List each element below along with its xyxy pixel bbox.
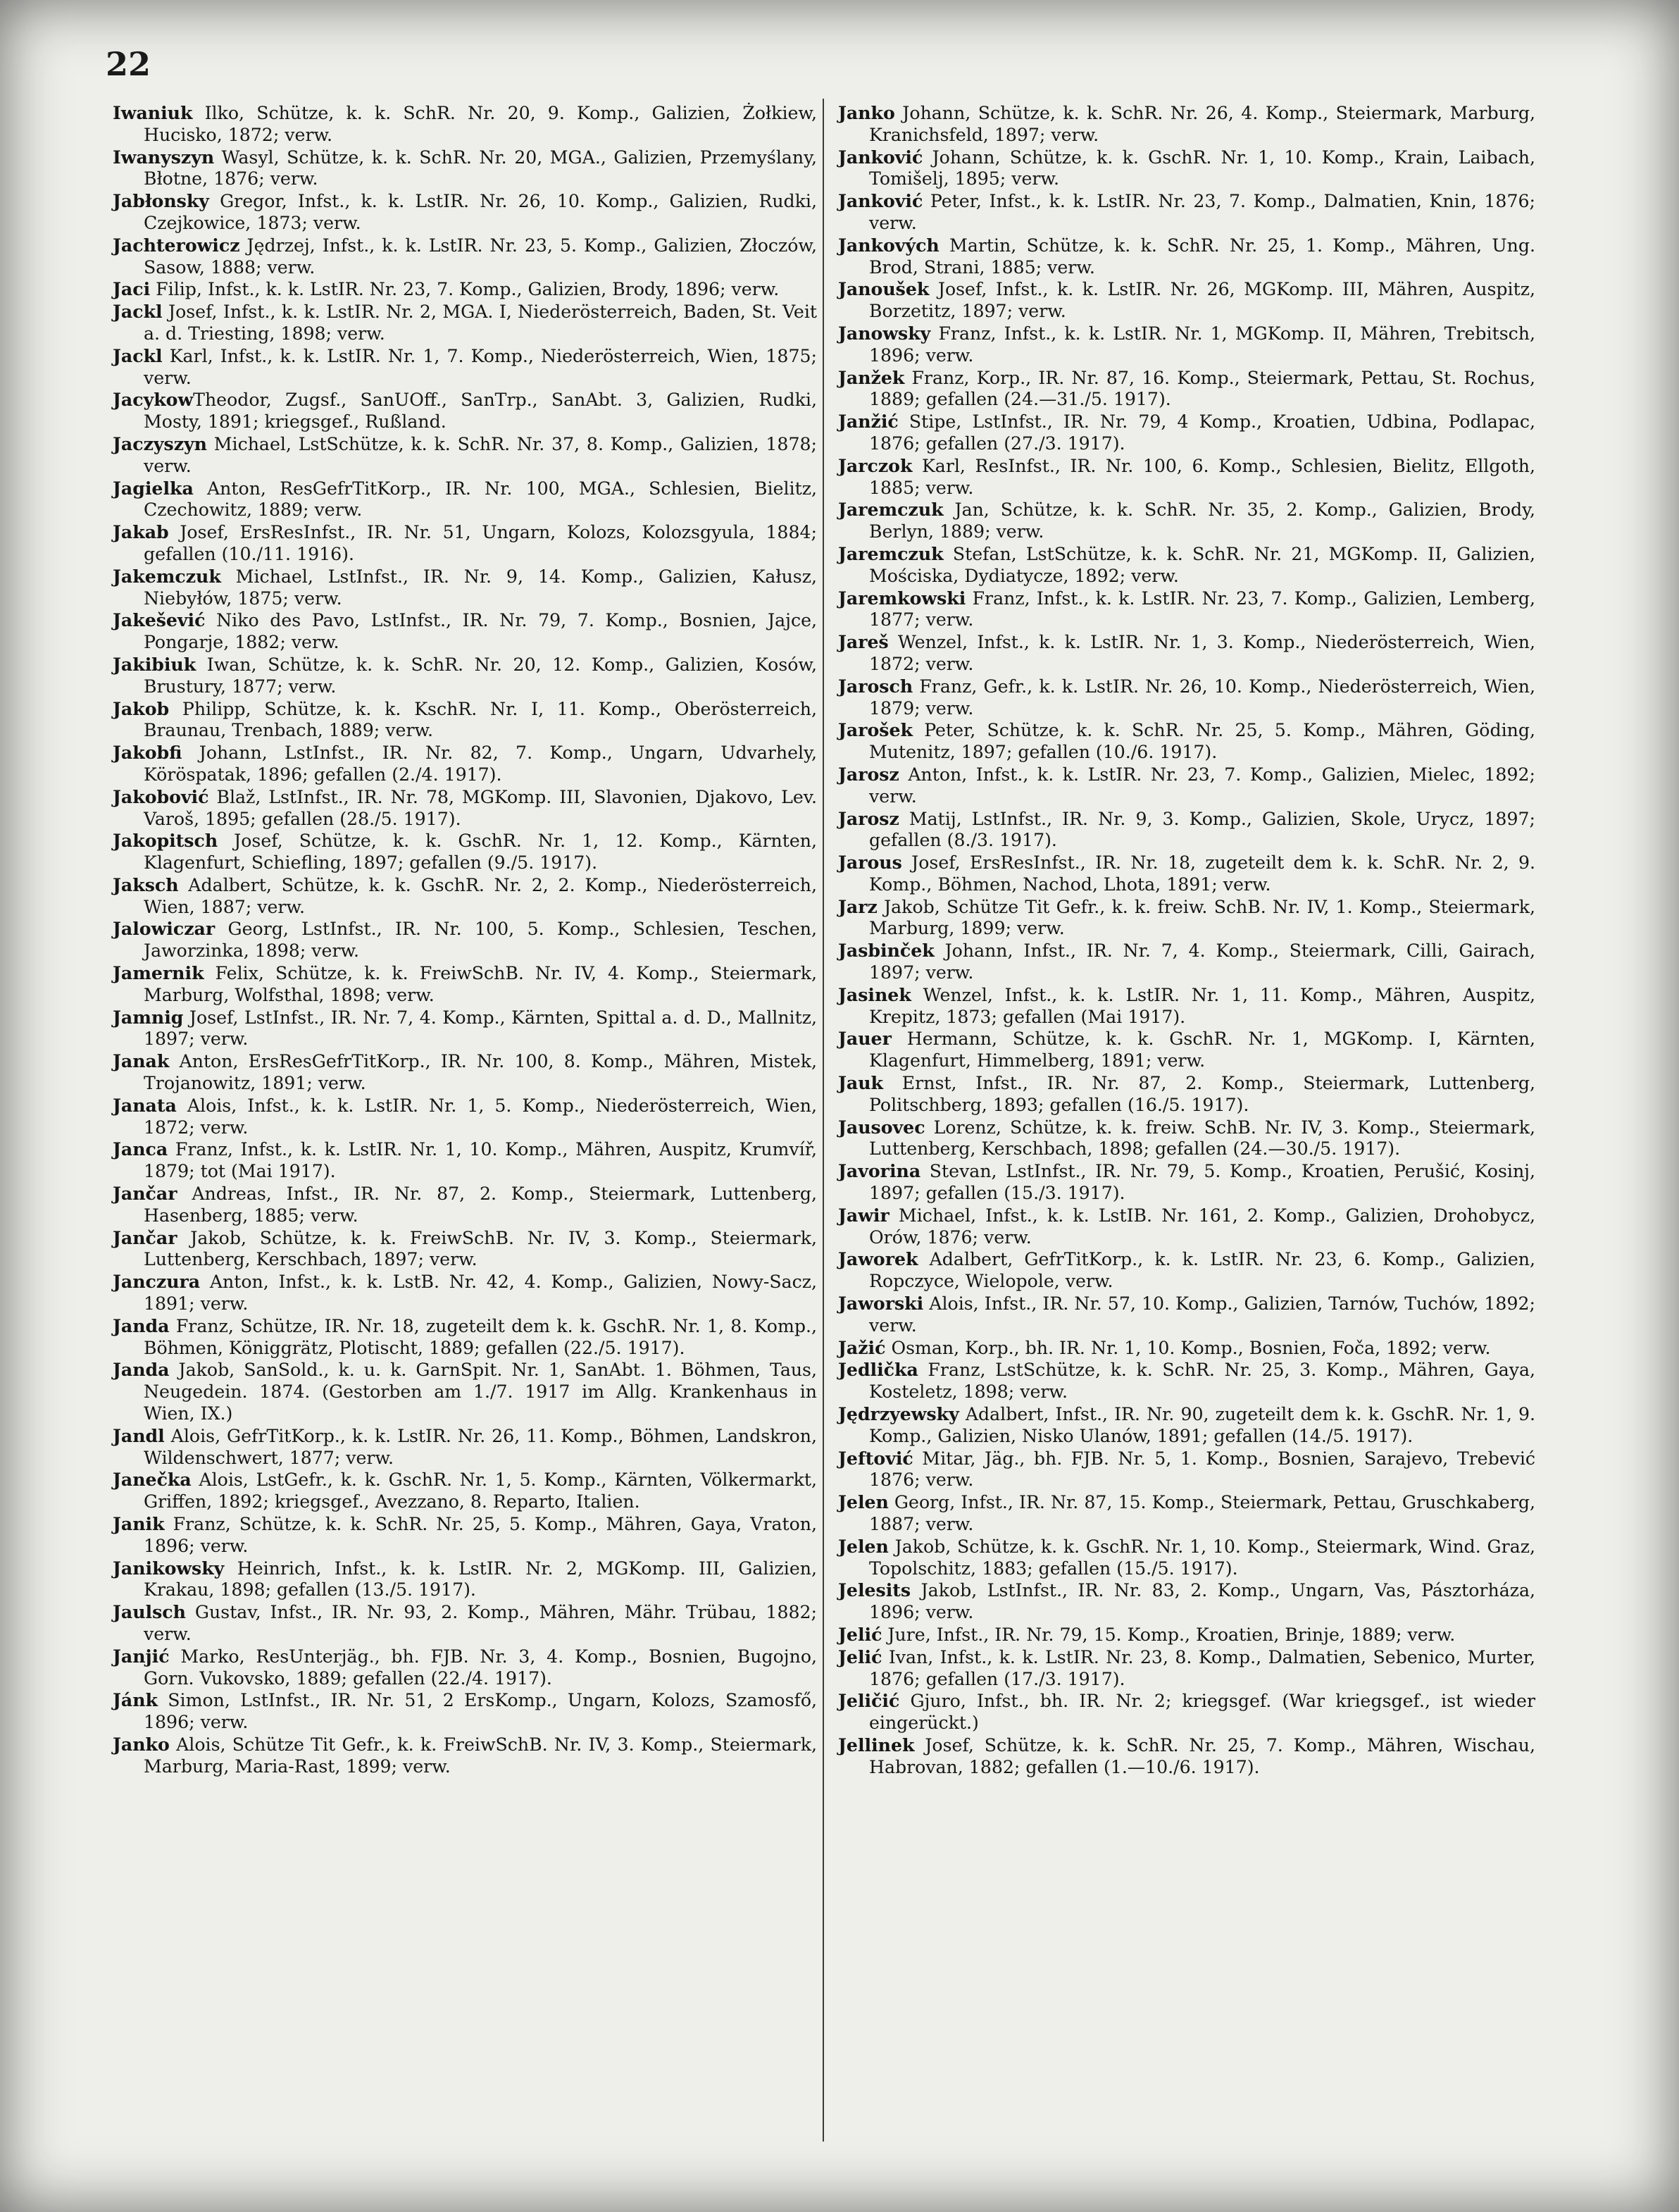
entry-details: Filip, Infst., k. k. LstIR. Nr. 23, 7. Komp., Galizien, Brody, 1896; verw. [150,279,780,300]
entry-details: Jakob, Schütze, k. k. FreiwSchB. Nr. IV, 3. Komp., Steiermark, Luttenberg, Kerschbach, 1897; verw. [144,1227,817,1270]
list-item [838,278,1535,323]
entry-surname: Jakopitsch [113,830,218,852]
entry-details: Mitar, Jäg., bh. FJB. Nr. 5, 1. Komp., Bosnien, Sarajevo, Trebević 1876; verw. [869,1448,1535,1491]
entry-surname: Jelen [838,1535,889,1557]
list-item [838,190,1535,235]
list-item [838,1359,1535,1403]
entry-details: Josef, Infst., k. k. LstIR. Nr. 26, MGKomp. III, Mähren, Auspitz, Borzetitz, 1897; verw. [869,279,1535,322]
entry-details: Peter, Infst., k. k. LstIR. Nr. 23, 7. Komp., Dalmatien, Knin, 1876; verw. [869,191,1535,233]
entry-details: Johann, Schütze, k. k. GschR. Nr. 1, 10. Komp., Krain, Laibach, Tomišelj, 1895; verw. [869,147,1535,189]
entry-details: Anton, ErsResGefrTitKorp., IR. Nr. 100, 8. Komp., Mähren, Mistek, Trojanowitz, 1891; verw. [144,1051,817,1094]
entry-details: Alois, Schütze Tit Gefr., k. k. FreiwSchB. Nr. IV, 3. Komp., Steiermark, Marburg, Maria-Rast, 1899; verw. [144,1734,817,1777]
list-item [113,433,817,478]
entry-surname: Janda [113,1315,170,1336]
entry-details: Jakob, Schütze, k. k. GschR. Nr. 1, 10. Komp., Steiermark, Wind. Graz, Topolschitz, 1883; gefallen (15./5. 1917). [869,1536,1535,1579]
entry-surname: Jankových [838,234,940,256]
entry-details: Stipe, LstInfst., IR. Nr. 79, 4 Komp., Kroatien, Udbina, Podlapac, 1876; gefallen (27./3. 1917). [869,411,1535,454]
entry-surname: Janžek [838,366,905,388]
entry-surname: Janik [113,1513,165,1534]
list-item [838,543,1535,588]
list-item [113,1646,817,1690]
entry-surname: Jaksch [113,874,179,895]
entry-surname: Jarosz [838,807,899,829]
entry-details: Ivan, Infst., k. k. LstIR. Nr. 23, 8. Komp., Dalmatien, Sebenico, Murter, 1876; gefallen (17./3. 1917). [869,1646,1535,1689]
entry-surname: Jausovec [838,1116,925,1138]
entry-details: Stefan, LstSchütze, k. k. SchR. Nr. 21, MGKomp. II, Galizien, Mościska, Dydiatycze, 1892; verw. [869,543,1535,586]
list-item [838,808,1535,852]
entry-details: Franz, Korp., IR. Nr. 87, 16. Komp., Steiermark, Pettau, St. Rochus, 1889; gefallen (24.—31./5. 1917). [869,367,1535,410]
list-item [838,1579,1535,1624]
entry-details: Franz, Schütze, k. k. SchR. Nr. 25, 5. Komp., Mähren, Gaya, Vraton, 1896; verw. [144,1514,817,1556]
entry-details: Ilko, Schütze, k. k. SchR. Nr. 20, 9. Komp., Galizien, Żołkiew, Hucisko, 1872; verw. [144,103,817,145]
entry-surname: Jędrzyewsky [838,1403,959,1425]
list-item [838,940,1535,984]
entry-surname: Jarošek [838,719,913,741]
list-item [113,1007,817,1051]
entry-details: Philipp, Schütze, k. k. KschR. Nr. I, 11. Komp., Oberösterreich, Braunau, Trenbach, 1889; verw. [144,698,817,741]
list-item [838,1624,1535,1646]
entry-surname: Jabłonsky [113,190,209,212]
list-item [113,1425,817,1470]
list-item [838,1072,1535,1117]
entry-details: Gregor, Infst., k. k. LstIR. Nr. 26, 10. Komp., Galizien, Rudki, Czejkowice, 1873; verw. [144,191,817,233]
entry-details: Jan, Schütze, k. k. SchR. Nr. 35, 2. Komp., Galizien, Brody, Berlyn, 1889; verw. [869,499,1535,542]
list-item [113,521,817,566]
list-item [838,984,1535,1029]
entry-surname: Janowsky [838,322,931,344]
entry-details: Josef, ErsResInfst., IR. Nr. 18, zugeteilt dem k. k. SchR. Nr. 2, 9. Komp., Böhmen, Nachod, Lhota, 1891; verw. [869,852,1535,895]
entry-details: Martin, Schütze, k. k. SchR. Nr. 25, 1. Komp., Mähren, Ung. Brod, Strani, 1885; verw. [869,235,1535,278]
entry-surname: Jánk [113,1689,158,1711]
list-item [838,1205,1535,1249]
entry-details: Josef, Schütze, k. k. SchR. Nr. 25, 7. Komp., Mähren, Wischau, Habrovan, 1882; gefallen (1.—10./6. 1917). [869,1734,1535,1777]
entry-surname: Janković [838,190,923,212]
entry-surname: Jamnig [113,1006,184,1028]
entry-details: Blaž, LstInfst., IR. Nr. 78, MGKomp. III, Slavonien, Djakovo, Lev. Varoš, 1895; gefallen (28./5. 1917). [144,786,817,829]
list-item [838,676,1535,720]
entry-details: Simon, LstInfst., IR. Nr. 51, 2 ErsKomp., Ungarn, Kolozs, Szamosfő, 1896; verw. [144,1690,817,1733]
entry-details: Franz, Infst., k. k. LstIR. Nr. 1, 10. Komp., Mähren, Auspitz, Krumvíř, 1879; tot (Mai 1917). [144,1139,817,1182]
entry-surname: Janžić [838,411,899,433]
list-item [113,742,817,786]
list-item [113,345,817,390]
entry-surname: Jawir [838,1204,890,1226]
list-item [113,830,817,874]
list-item [113,478,817,522]
entry-details: Peter, Schütze, k. k. SchR. Nr. 25, 5. Komp., Mähren, Göding, Mutenitz, 1897; gefallen (10./6. 1917). [869,720,1535,763]
list-item [838,147,1535,191]
entry-details: Alois, Infst., k. k. LstIR. Nr. 1, 5. Komp., Niederösterreich, Wien, 1872; verw. [144,1095,817,1138]
entry-surname: Jellinek [838,1734,915,1756]
entry-surname: Jakob [113,697,170,719]
entry-surname: Jakešević [113,609,206,631]
entry-details: Wasyl, Schütze, k. k. SchR. Nr. 20, MGA., Galizien, Przemyślany, Błotne, 1876; verw. [144,147,817,189]
list-item [838,1028,1535,1072]
list-item [113,1183,817,1227]
entry-details: Marko, ResUnterjäg., bh. FJB. Nr. 3, 4. Komp., Bosnien, Bugojno, Gorn. Vukovsko, 1889; gefallen (22./4. 1917). [144,1646,817,1689]
entry-surname: Jakobfi [113,742,182,764]
entry-surname: Janjić [113,1645,170,1667]
entry-details: Franz, Schütze, IR. Nr. 18, zugeteilt dem k. k. GschR. Nr. 1, 8. Komp., Böhmen, Königgrätz, Plotischt, 1889; gefallen (22./5. 1917). [144,1315,817,1358]
entry-details: Jakob, LstInfst., IR. Nr. 83, 2. Komp., Ungarn, Vas, Pásztorháza, 1896; verw. [869,1580,1535,1623]
entry-details: Georg, Infst., IR. Nr. 87, 15. Komp., Steiermark, Pettau, Gruschkaberg, 1887; verw. [869,1492,1535,1534]
entry-details: Anton, Infst., k. k. LstB. Nr. 42, 4. Komp., Galizien, Nowy-Sacz, 1891; verw. [144,1272,817,1315]
entry-details: Anton, ResGefrTitKorp., IR. Nr. 100, MGA., Schlesien, Bielitz, Czechowitz, 1889; verw. [144,478,817,521]
entry-details: Michael, LstInfst., IR. Nr. 9, 14. Komp., Galizien, Kałusz, Niebyłów, 1875; verw. [144,566,817,609]
list-item [113,918,817,962]
entry-surname: Iwanyszyn [113,146,215,168]
entry-details: Jędrzej, Infst., k. k. LstIR. Nr. 23, 5. Komp., Galizien, Złoczów, Sasow, 1888; verw. [144,235,817,278]
list-item [113,301,817,345]
list-item [113,102,817,147]
entry-surname: Jasbinček [838,940,935,962]
list-item [113,1558,817,1602]
list-item [113,698,817,742]
entry-surname: Janikowsky [113,1557,225,1579]
list-item [838,719,1535,764]
entry-details: Lorenz, Schütze, k. k. freiw. SchB. Nr. IV, 3. Komp., Steiermark, Luttenberg, Kerschbach, 1898; gefallen (24.—30./5. 1917). [869,1117,1535,1160]
entry-surname: Janata [113,1094,177,1116]
list-item [838,1117,1535,1161]
entry-surname: Javorina [838,1160,921,1182]
entry-details: Anton, Infst., k. k. LstIR. Nr. 23, 7. Komp., Galizien, Mielec, 1892; verw. [869,764,1535,807]
list-item [838,102,1535,147]
entry-surname: Jelić [838,1623,882,1645]
entry-surname: Jauk [838,1072,884,1094]
entry-surname: Jeličić [838,1690,900,1712]
entry-surname: Jakab [113,521,169,543]
list-item [838,367,1535,411]
entry-details: Wenzel, Infst., k. k. LstIR. Nr. 1, 11. Komp., Mähren, Auspitz, Krepitz, 1873; gefallen (Mai 1917). [869,984,1535,1027]
list-item [113,1050,817,1095]
entry-surname: Jelić [838,1646,882,1667]
list-item [113,1689,817,1734]
list-item [113,1734,817,1778]
entry-surname: Jarosz [838,763,899,785]
list-item [838,1293,1535,1337]
entry-details: Johann, Schütze, k. k. SchR. Nr. 26, 4. Komp., Steiermark, Marburg, Kranichsfeld, 1897; verw. [869,103,1535,145]
entry-surname: Jaworski [838,1293,924,1315]
entry-surname: Jarz [838,895,878,917]
list-item [838,411,1535,455]
entry-surname: Jarczok [838,454,913,476]
entry-surname: Jažić [838,1336,886,1358]
entry-details: Jakob, SanSold., k. u. k. GarnSpit. Nr. 1, SanAbt. 1. Böhmen, Taus, Neugedein. 1874. (Gestorben am 1./7. 1917 im Allg. Krankenhaus in Wien, IX.) [144,1360,817,1424]
entry-details: Johann, Infst., IR. Nr. 7, 4. Komp., Steiermark, Cilli, Gairach, 1897; verw. [869,940,1535,983]
entry-surname: Jauer [838,1028,892,1050]
list-item [838,235,1535,279]
entry-surname: Janak [113,1050,170,1072]
entry-surname: Jakobović [113,785,209,807]
entry-details: Franz, LstSchütze, k. k. SchR. Nr. 25, 3. Komp., Mähren, Gaya, Kosteletz, 1898; verw. [869,1360,1535,1403]
entry-details: Michael, LstSchütze, k. k. SchR. Nr. 37, 8. Komp., Galizien, 1878; verw. [144,433,817,476]
list-item [113,1601,817,1646]
entry-surname: Jaulsch [113,1601,186,1623]
entry-surname: Janko [838,102,895,123]
entry-surname: Janoušek [838,278,930,300]
list-item [113,1469,817,1513]
entry-details: Jure, Infst., IR. Nr. 79, 15. Komp., Kroatien, Brinje, 1889; verw. [882,1624,1456,1645]
entry-details: Hermann, Schütze, k. k. GschR. Nr. 1, MGKomp. I, Kärnten, Klagenfurt, Himmelberg, 1891; verw. [869,1029,1535,1071]
entry-details: Andreas, Infst., IR. Nr. 87, 2. Komp., Steiermark, Luttenberg, Hasenberg, 1885; verw. [144,1183,817,1226]
entry-details: Josef, Schütze, k. k. GschR. Nr. 1, 12. Komp., Kärnten, Klagenfurt, Schiefling, 1897; gefallen (9./5. 1917). [144,831,817,874]
entry-surname: Jarous [838,852,902,874]
entry-details: Michael, Infst., k. k. LstIB. Nr. 161, 2. Komp., Galizien, Drohobycz, Orów, 1876; verw. [869,1205,1535,1248]
entry-details: Alois, GefrTitKorp., k. k. LstIR. Nr. 26, 11. Komp., Böhmen, Landskron, Wildenschwert, 1877; verw. [144,1425,817,1468]
list-item [113,962,817,1007]
entry-details: Osman, Korp., bh. IR. Nr. 1, 10. Komp., Bosnien, Foča, 1892; verw. [885,1337,1491,1358]
entry-surname: Jaremkowski [838,587,966,609]
entry-details: Iwan, Schütze, k. k. SchR. Nr. 20, 12. Komp., Galizien, Kosów, Brustury, 1877; verw. [144,654,817,697]
list-item [113,1227,817,1272]
list-item [838,1448,1535,1492]
right-column [838,102,1535,1779]
entry-surname: Jagielka [113,477,194,499]
list-item [113,786,817,831]
entry-surname: Janca [113,1138,168,1160]
entry-surname: Jakemczuk [113,565,221,587]
entry-details: Wenzel, Infst., k. k. LstIR. Nr. 1, 3. Komp., Niederösterreich, Wien, 1872; verw. [869,632,1535,674]
entry-details: Alois, Infst., IR. Nr. 57, 10. Komp., Galizien, Tarnów, Tuchów, 1892; verw. [869,1293,1535,1336]
entry-surname: Jaczyszyn [113,433,207,454]
entry-surname: Jasinek [838,983,911,1005]
entry-surname: Jalowiczar [113,918,216,940]
list-item [113,1513,817,1558]
list-item [113,1315,817,1360]
list-item [113,278,817,301]
list-item [838,1646,1535,1691]
entry-surname: Janko [113,1733,170,1755]
entry-details: Theodor, Zugsf., SanUOff., SanTrp., SanAbt. 3, Galizien, Rudki, Mosty, 1891; kriegsgef., Rußland. [144,390,817,433]
list-item [838,588,1535,632]
list-item [838,1248,1535,1293]
list-item [113,235,817,279]
entry-details: Stevan, LstInfst., IR. Nr. 79, 5. Komp., Kroatien, Perušić, Kosinj, 1897; gefallen (15./3. 1917). [869,1161,1535,1204]
list-item [113,1271,817,1315]
entry-details: Josef, ErsResInfst., IR. Nr. 51, Ungarn, Kolozs, Kolozsgyula, 1884; gefallen (10./11. 1916). [144,522,817,564]
entry-details: Johann, LstInfst., IR. Nr. 82, 7. Komp., Ungarn, Udvarhely, Köröspatak, 1896; gefallen (2./4. 1917). [144,742,817,785]
entry-surname: Jackl [113,301,163,323]
entry-details: Franz, Infst., k. k. LstIR. Nr. 23, 7. Komp., Galizien, Lemberg, 1877; verw. [869,588,1535,630]
entry-details: Gjuro, Infst., bh. IR. Nr. 2; kriegsgef. (War kriegsgef., ist wieder eingerückt.) [869,1691,1535,1734]
entry-details: Karl, Infst., k. k. LstIR. Nr. 1, 7. Komp., Niederösterreich, Wien, 1875; verw. [144,345,817,388]
list-item [113,1359,817,1424]
list-item [838,631,1535,676]
list-item [113,147,817,191]
entry-details: Josef, LstInfst., IR. Nr. 7, 4. Komp., Kärnten, Spittal a. d. D., Mallnitz, 1897; verw. [144,1007,817,1050]
entry-details: Josef, Infst., k. k. LstIR. Nr. 2, MGA. I, Niederösterreich, Baden, St. Veit a. d. Triesting, 1898; verw. [144,302,817,344]
entry-details: Ernst, Infst., IR. Nr. 87, 2. Komp., Steiermark, Luttenberg, Politschberg, 1893; gefallen (16./5. 1917). [869,1073,1535,1115]
entry-surname: Jedlička [838,1359,918,1381]
entry-surname: Jančar [113,1183,177,1205]
list-item [113,874,817,919]
list-item [838,499,1535,543]
list-item [113,190,817,235]
entry-surname: Jachterowicz [113,234,240,256]
entry-details: Franz, Infst., k. k. LstIR. Nr. 1, MGKomp. II, Mähren, Trebitsch, 1896; verw. [869,323,1535,366]
entry-details: Matij, LstInfst., IR. Nr. 9, 3. Komp., Galizien, Skole, Urycz, 1897; gefallen (8./3. 1917). [869,808,1535,851]
list-item [838,1536,1535,1580]
list-item [838,896,1535,940]
column-divider [823,99,824,2142]
entry-details: Karl, ResInfst., IR. Nr. 100, 6. Komp., Schlesien, Bielitz, Ellgoth, 1885; verw. [869,455,1535,498]
entry-surname: Janda [113,1359,170,1381]
list-item [838,1337,1535,1360]
entry-surname: Jaremczuk [838,542,944,564]
entry-surname: Jamernik [113,962,204,984]
list-item [838,1734,1535,1779]
entry-details: Franz, Gefr., k. k. LstIR. Nr. 26, 10. Komp., Niederösterreich, Wien, 1879; verw. [869,676,1535,719]
entry-surname: Jandl [113,1424,165,1446]
list-item [838,852,1535,896]
entry-surname: Jaremczuk [838,499,944,521]
entry-surname: Jaworek [838,1248,918,1270]
list-item [838,764,1535,808]
list-item [113,389,817,433]
list-item [838,1160,1535,1205]
entry-surname: Iwaniuk [113,102,193,123]
list-item [113,1138,817,1183]
page-number: 22 [106,45,151,83]
list-item [113,566,817,610]
entry-details: Adalbert, GefrTitKorp., k. k. LstIR. Nr. 23, 6. Komp., Galizien, Ropczyce, Wielopole, verw. [869,1249,1535,1292]
entry-surname: Jakibiuk [113,653,196,675]
entry-surname: Jelesits [838,1579,911,1601]
list-item [838,1403,1535,1448]
entry-details: Adalbert, Schütze, k. k. GschR. Nr. 2, 2. Komp., Niederösterreich, Wien, 1887; verw. [144,874,817,917]
entry-details: Niko des Pavo, LstInfst., IR. Nr. 79, 7. Komp., Bosnien, Jajce, Pongarje, 1882; verw. [144,610,817,653]
entry-details: Jakob, Schütze Tit Gefr., k. k. freiw. SchB. Nr. IV, 1. Komp., Steiermark, Marburg, 1899; verw. [869,896,1535,939]
entry-surname: Jančar [113,1226,177,1248]
entry-surname: Janković [838,146,923,168]
entry-details: Georg, LstInfst., IR. Nr. 100, 5. Komp., Schlesien, Teschen, Jaworzinka, 1898; verw. [144,919,817,962]
list-item [113,609,817,654]
left-column [113,102,817,1778]
entry-details: Felix, Schütze, k. k. FreiwSchB. Nr. IV, 4. Komp., Steiermark, Marburg, Wolfsthal, 1898; verw. [144,963,817,1005]
entry-surname: Jelen [838,1491,889,1513]
entry-surname: Jaci [113,278,151,300]
entry-surname: Jackl [113,344,163,366]
entry-details: Adalbert, Infst., IR. Nr. 90, zugeteilt dem k. k. GschR. Nr. 1, 9. Komp., Galizien, Nisko Ulanów, 1891; gefallen (14./5. 1917). [869,1404,1535,1446]
list-item [838,455,1535,499]
entry-surname: Jeftović [838,1447,913,1469]
entry-surname: Jacykow [113,389,194,411]
list-item [838,1690,1535,1734]
entry-surname: Janečka [113,1469,192,1491]
entry-details: Heinrich, Infst., k. k. LstIR. Nr. 2, MGKomp. III, Galizien, Krakau, 1898; gefallen (13./5. 1917). [144,1558,817,1601]
list-item [838,323,1535,367]
entry-surname: Janczura [113,1271,201,1293]
entry-surname: Jareš [838,631,889,653]
list-item [838,1491,1535,1536]
entry-details: Gustav, Infst., IR. Nr. 93, 2. Komp., Mähren, Mähr. Trübau, 1882; verw. [144,1602,817,1644]
entry-details: Alois, LstGefr., k. k. GschR. Nr. 1, 5. Komp., Kärnten, Völkermarkt, Griffen, 1892; kriegsgef., Avezzano, 8. Reparto, Italien. [144,1470,817,1512]
list-item [113,1095,817,1139]
entry-surname: Jarosch [838,675,913,697]
list-item [113,654,817,698]
